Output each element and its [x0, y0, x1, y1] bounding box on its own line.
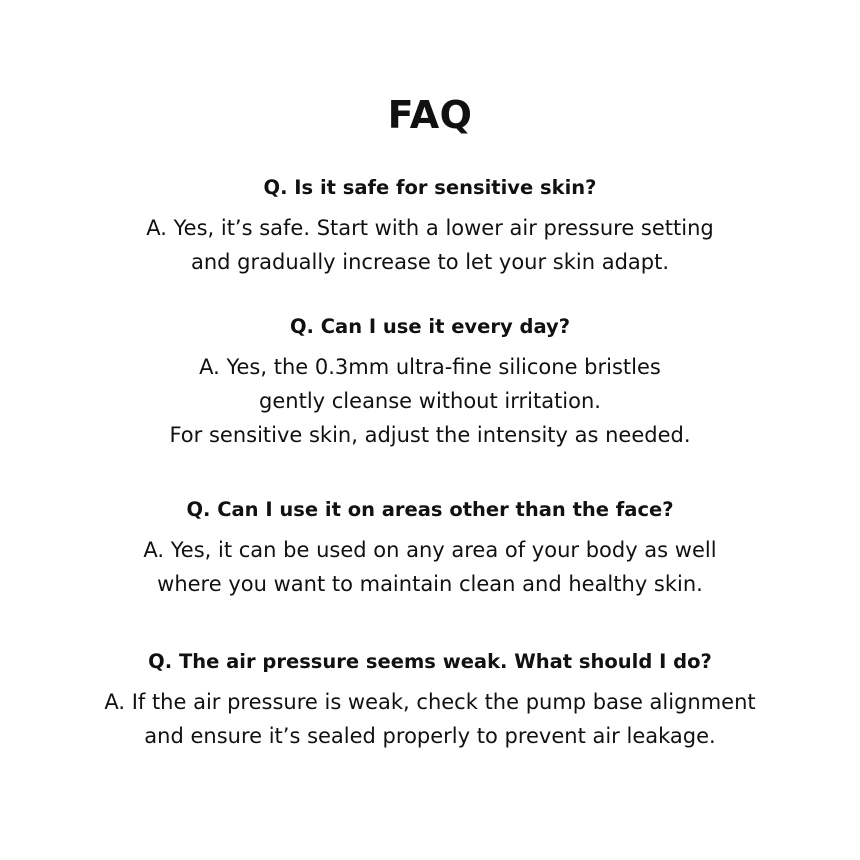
faq-answer-line: A. Yes, it’s safe. Start with a lower air pressure setting: [146, 216, 714, 240]
faq-answer-line: and gradually increase to let your skin adapt.: [190, 250, 670, 274]
faq-answer: [0, 350, 860, 452]
faq-item: [0, 312, 860, 452]
faq-answer-line: where you want to maintain clean and healthy skin.: [157, 572, 703, 596]
faq-question: Q. Is it safe for sensitive skin?: [263, 176, 597, 199]
faq-question: Q. Can I use it every day?: [289, 315, 571, 338]
faq-answer-line: A. Yes, the 0.3mm ultra-fine silicone bristles: [199, 355, 661, 379]
faq-question: Q. The air pressure seems weak. What should I do?: [148, 650, 712, 673]
faq-answer-line: A. If the air pressure is weak, check the pump base alignment: [104, 690, 756, 714]
faq-item: [0, 647, 860, 753]
faq-answer-line: gently cleanse without irritation.: [259, 389, 601, 413]
faq-answer-line: For sensitive skin, adjust the intensity as needed.: [169, 423, 691, 447]
faq-answer-line: and ensure it’s sealed properly to prevent air leakage.: [144, 724, 716, 748]
page-title: FAQ: [387, 93, 473, 137]
faq-item: [0, 495, 860, 601]
faq-answer: [0, 685, 860, 753]
faq-question: Q. Can I use it on areas other than the face?: [186, 498, 674, 521]
faq-answer: [0, 211, 860, 279]
faq-answer: [0, 533, 860, 601]
faq-item: [0, 173, 860, 279]
faq-answer-line: A. Yes, it can be used on any area of your body as well: [143, 538, 717, 562]
